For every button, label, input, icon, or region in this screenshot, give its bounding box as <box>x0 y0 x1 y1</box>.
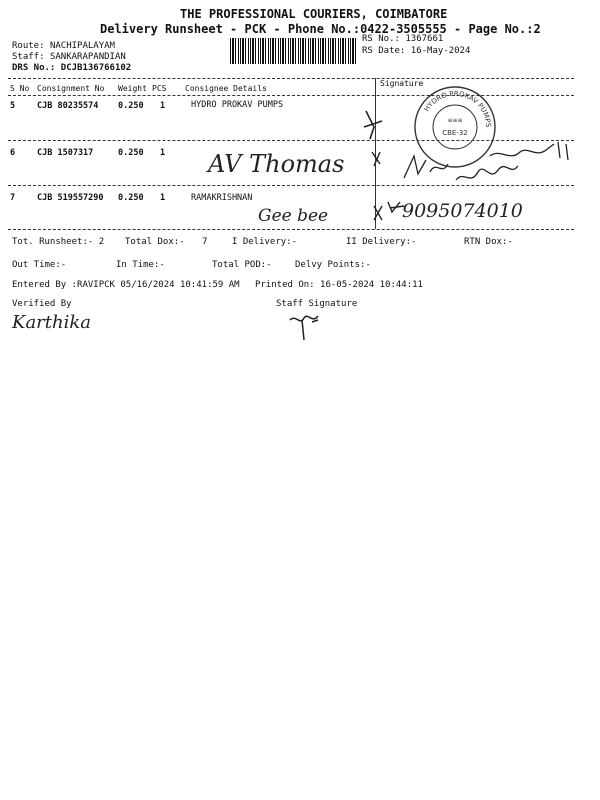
staff-line <box>12 52 126 62</box>
staff-signature-mark <box>288 310 328 345</box>
row-sno: 5 <box>10 101 16 111</box>
ii-delivery: II Delivery:- <box>346 237 417 247</box>
rtn-dox: RTN Dox:- <box>464 237 513 247</box>
total-dox-value: 7 <box>202 237 208 247</box>
rs-no-label: RS No.: <box>362 34 400 44</box>
barcode <box>230 38 356 64</box>
stamp-initials: ≡≡≡ <box>447 117 463 124</box>
row-pcs: 1 <box>160 101 166 111</box>
i-delivery: I Delivery:- <box>232 237 298 247</box>
company-stamp <box>412 84 498 170</box>
delvy-points: Delvy Points:- <box>295 260 371 270</box>
col-header-pcs: PCS <box>152 84 167 93</box>
row-weight: 0.250 <box>118 101 144 111</box>
col-header-consignee: Consignee Details <box>185 84 267 93</box>
rs-no-line <box>362 34 443 44</box>
row-pcs: 1 <box>160 148 166 158</box>
route-label: Route: <box>12 41 45 51</box>
rs-no-value: 1367661 <box>405 34 444 44</box>
entered-by: Entered By :RAVIPCK 05/16/2024 10:41:59 AM <box>12 280 240 290</box>
route-value: NACHIPALAYAM <box>49 41 115 51</box>
printed-on: Printed On: 16-05-2024 10:44:11 <box>255 280 423 290</box>
verified-by-label: Verified By <box>12 299 72 309</box>
signature-mark <box>360 105 390 145</box>
col-header-sno: S No <box>10 84 30 93</box>
rs-date-label: RS Date: <box>362 46 406 56</box>
row-pcs: 1 <box>160 193 166 203</box>
row-weight: 0.250 <box>118 148 144 158</box>
drs-label: DRS No.: <box>12 63 56 73</box>
handwritten-receiver-name: AV Thomas <box>208 150 345 178</box>
in-time: In Time:- <box>116 260 165 270</box>
staff-signature-label: Staff Signature <box>276 299 358 309</box>
col-header-signature: Signature <box>380 79 424 88</box>
table-top-rule <box>8 78 574 79</box>
table-bottom-rule <box>8 229 574 230</box>
total-dox-label: Total Dox:- <box>125 237 185 247</box>
rs-date-line <box>362 46 470 56</box>
stamp-center-text: CBE-32 <box>442 129 468 137</box>
rs-date-value: 16-May-2024 <box>410 46 471 56</box>
row-weight: 0.250 <box>118 193 144 203</box>
staff-label: Staff: <box>12 52 45 62</box>
signature-mark <box>370 196 410 226</box>
row-consignment: CJB 519557290 <box>37 193 104 203</box>
staff-value: SANKARAPANDIAN <box>49 52 126 62</box>
document-subtitle: Delivery Runsheet - PCK - Phone No.:0422-3505555 - Page No.:2 <box>100 22 541 36</box>
stamp-ring-text: HYDRO PROKAV PUMPS <box>422 89 493 128</box>
route-line <box>12 41 115 51</box>
out-time: Out Time:- <box>12 260 67 270</box>
row-consignee: RAMAKRISHNAN <box>191 193 253 203</box>
col-header-weight: Weight <box>118 84 147 93</box>
drs-line <box>12 63 131 73</box>
document-title: THE PROFESSIONAL COURIERS, COIMBATORE <box>180 7 448 21</box>
row-consignment: CJB 80235574 <box>37 101 99 111</box>
row-sno: 7 <box>10 193 16 203</box>
col-header-consignment: Consignment No <box>37 84 105 93</box>
row-sno: 6 <box>10 148 16 158</box>
total-pod: Total POD:- <box>212 260 272 270</box>
tot-runsheet: Tot. Runsheet:- 2 <box>12 237 105 247</box>
drs-value: DCJB136766102 <box>60 63 132 73</box>
row-consignee: HYDRO PROKAV PUMPS <box>191 100 284 110</box>
handwritten-receiver-name: Gee bee <box>258 206 329 226</box>
row-consignment: CJB 1507317 <box>37 148 94 158</box>
handwritten-phone: 9095074010 <box>402 200 523 222</box>
verified-by-signature: Karthika <box>12 312 92 333</box>
